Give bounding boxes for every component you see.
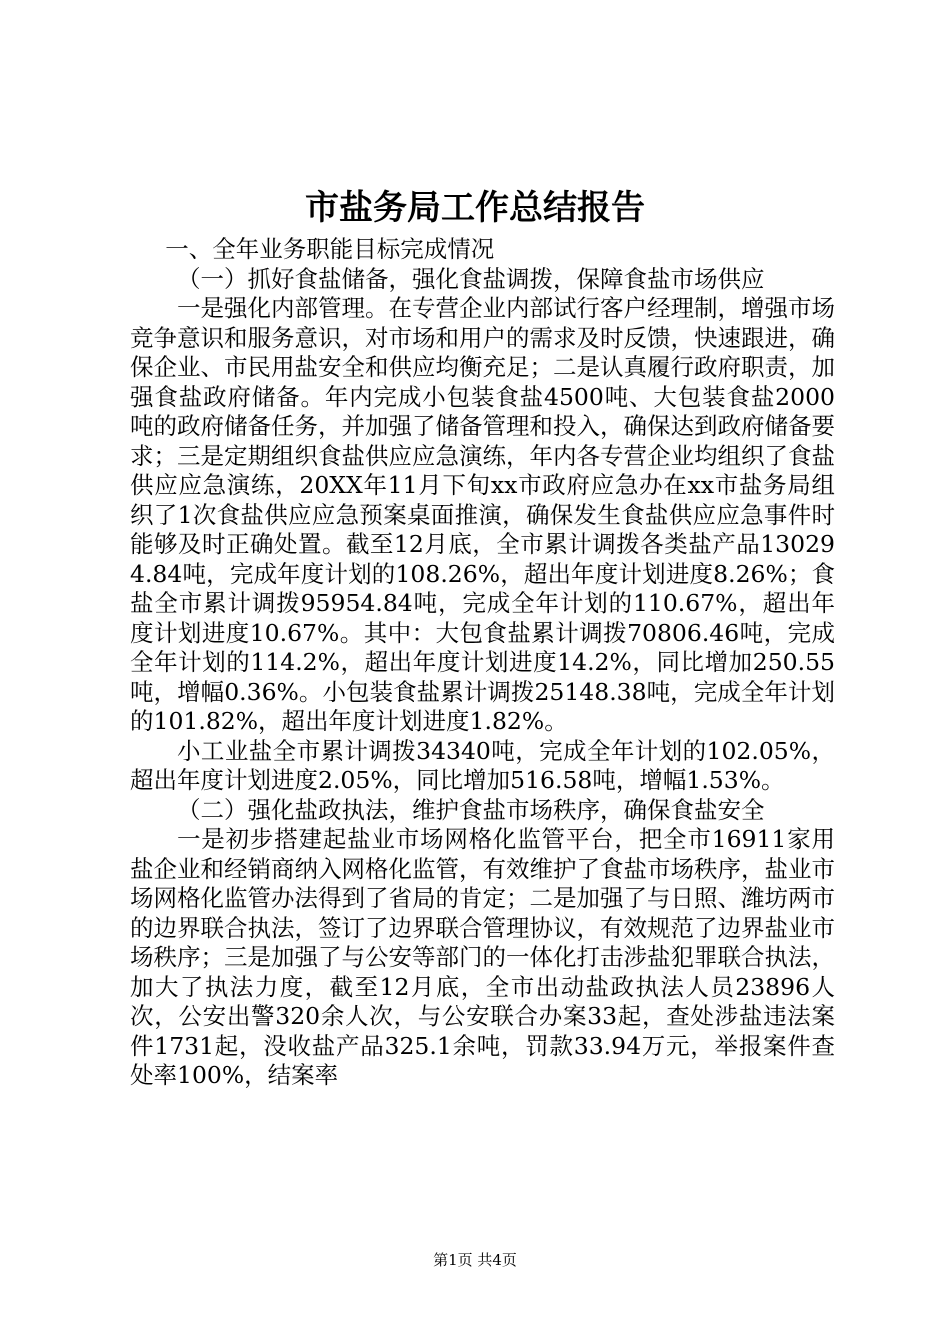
- body-paragraph: 一是强化内部管理。在专营企业内部试行客户经理制，增强市场竞争意识和服务意识，对市场和用户的需求及时反馈，快速跟进，确保企业、市民用盐安全和供应均衡充足；二是认真履行政府职责，加强食盐政府储备。年内完成小包装食盐4500吨、大包装食盐2000吨的政府储备任务，并加强了储备管理和投入，确保达到政府储备要求；三是定期组织食盐供应应急演练，年内各专营企业均组织了食盐供应应急演练，20XX年11月下旬xx市政府应急办在xx市盐务局组织了1次食盐供应应急预案桌面推演，确保发生食盐供应应急事件时能够及时正确处置。截至12月底，全市累计调拨各类盐产品130294.84吨，完成年度计划的108.26%，超出年度计划进度8.26%；食盐全市累计调拨95954.84吨，完成全年计划的110.67%，超出年度计划进度10.67%。其中：大包食盐累计调拨70806.46吨，完成全年计划的114.2%，超出年度计划进度14.2%，同比增加250.55吨，增幅0.36%。小包装食盐累计调拨25148.38吨，完成全年计划的101.82%，超出年度计划进度1.82%。: [130, 294, 835, 735]
- subsection-heading: （一）抓好食盐储备，强化食盐调拨，保障食盐市场供应: [177, 264, 765, 293]
- page-number-footer: 第1页 共4页: [433, 1251, 517, 1269]
- body-paragraph: 一是初步搭建起盐业市场网格化监管平台，把全市16911家用盐企业和经销商纳入网格化监管，有效维护了食盐市场秩序，盐业市场网格化监管办法得到了省局的肯定；二是加强了与日照、潍坊两市的边界联合执法，签订了边界联合管理协议，有效规范了边界盐业市场秩序；三是加强了与公安等部门的一体化打击涉盐犯罪联合执法，加大了执法力度，截至12月底，全市出动盐政执法人员23896人次，公安出警320余人次，与公安联合办案33起，查处涉盐违法案件1731起，没收盐产品325.1余吨，罚款33.94万元，举报案件查处率100%，结案率: [130, 825, 835, 1089]
- subsection-heading: （二）强化盐政执法，维护食盐市场秩序，确保食盐安全: [177, 795, 765, 824]
- document-title: 市盐务局工作总结报告: [305, 188, 645, 228]
- document-body: [130, 235, 835, 1091]
- section-heading: 一、全年业务职能目标完成情况: [165, 235, 495, 263]
- body-paragraph: 小工业盐全市累计调拨34340吨，完成全年计划的102.05%，超出年度计划进度2.05%，同比增加516.58吨，增幅1.53%。: [130, 736, 835, 794]
